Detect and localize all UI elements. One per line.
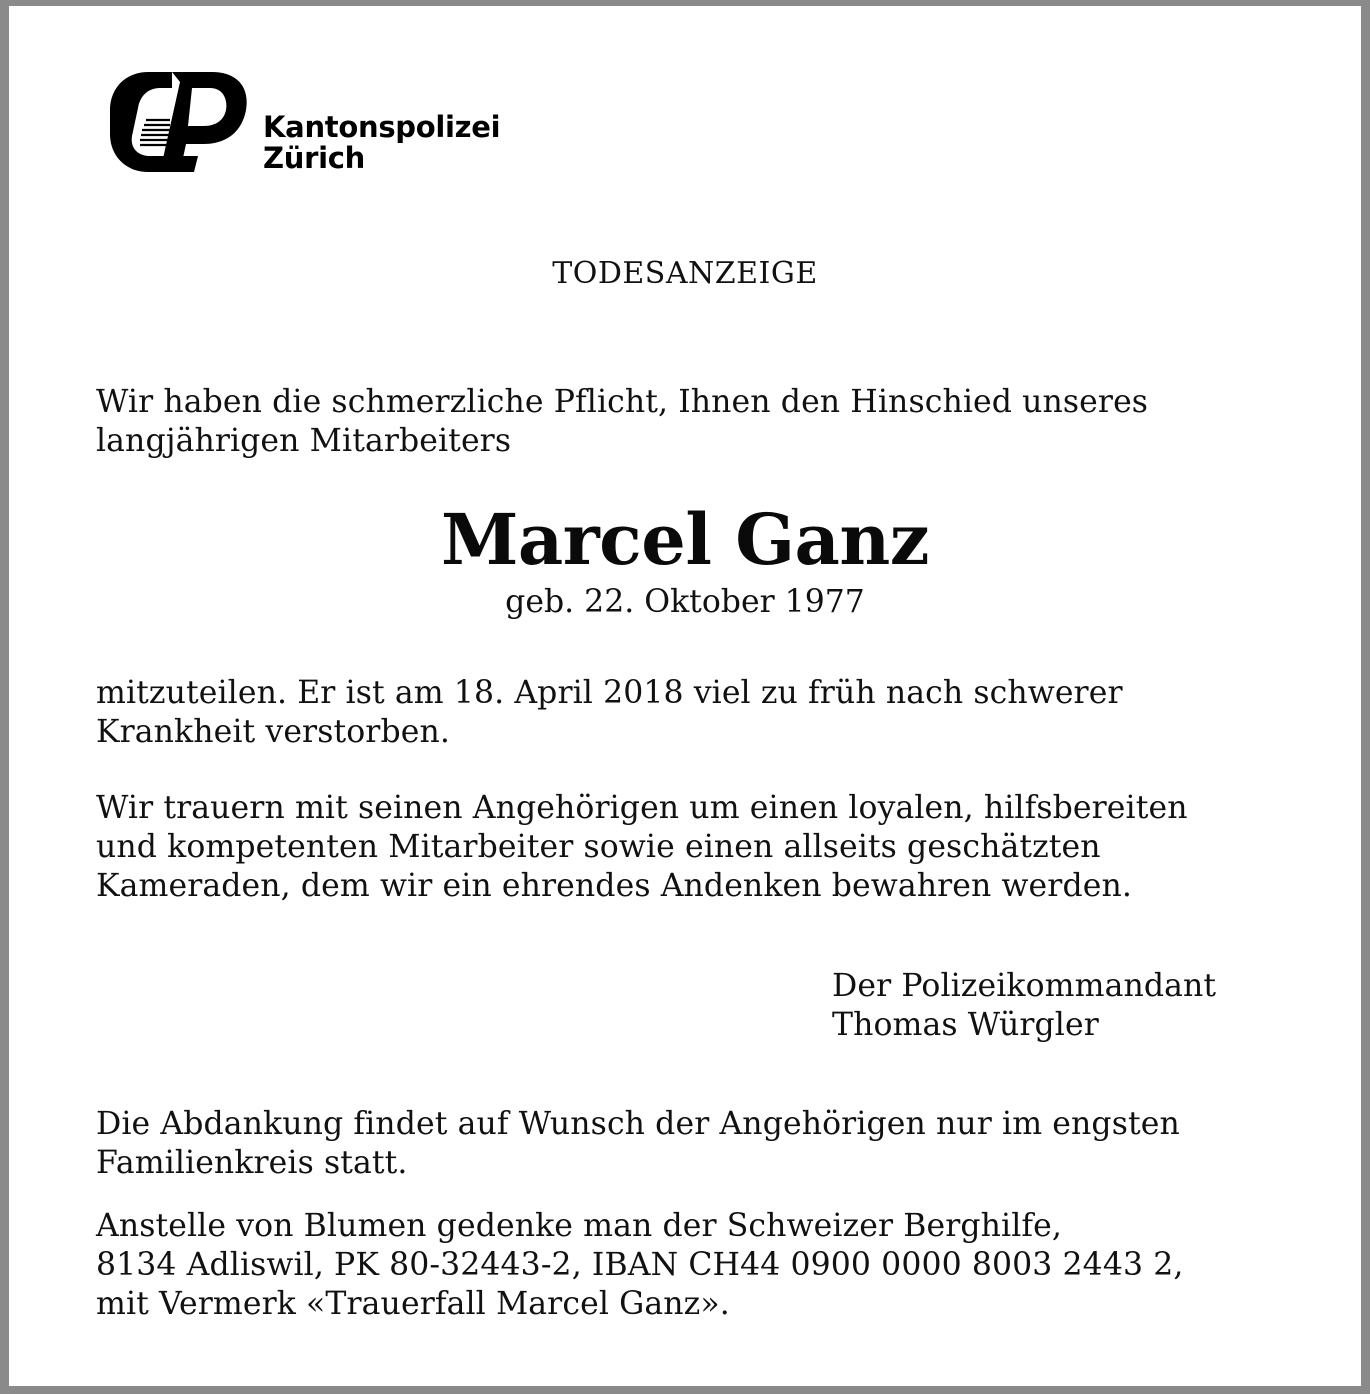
logo-line-2: Zürich [263,141,365,175]
mourning-line-2: und kompetenten Mitarbeiter sowie einen allseits geschätzten [96,829,1101,865]
birth-date: geb. 22. Oktober 1977 [505,584,865,620]
donation-line-1: Anstelle von Blumen gedenke man der Schweizer Berghilfe, [96,1208,1063,1244]
ceremony-line-2: Familienkreis statt. [96,1145,408,1181]
intro-paragraph [96,383,1148,461]
death-line-2: Krankheit verstorben. [96,714,450,750]
deceased-name: Marcel Ganz [440,498,930,581]
signature-block [832,967,1216,1045]
mourning-line-3: Kameraden, dem wir ein ehrendes Andenken bewahren werden. [96,868,1132,904]
kapo-emblem-icon [108,70,258,180]
donation-line-2: 8134 Adliswil, PK 80-32443-2, IBAN CH44 0900 0000 8003 2443 2, [96,1247,1184,1283]
logo-wordmark [263,112,500,174]
signature-name: Thomas Würgler [832,1007,1099,1043]
donation-paragraph [96,1207,1183,1324]
death-paragraph [96,674,1123,752]
mourning-paragraph [96,789,1188,906]
intro-line-1: Wir haben die schmerzliche Pflicht, Ihnen den Hinschied unseres [96,384,1149,420]
death-line-1: mitzuteilen. Er ist am 18. April 2018 viel zu früh nach schwerer [96,675,1123,711]
donation-line-3: mit Vermerk «Trauerfall Marcel Ganz». [96,1286,730,1322]
ceremony-line-1: Die Abdankung findet auf Wunsch der Angehörigen nur im engsten [96,1106,1180,1142]
mourning-line-1: Wir trauern mit seinen Angehörigen um einen loyalen, hilfsbereiten [96,790,1188,826]
ceremony-paragraph [96,1105,1180,1183]
intro-line-2: langjährigen Mitarbeiters [96,423,512,459]
police-logo [108,70,528,180]
notice-title: TODESANZEIGE [552,256,818,291]
logo-line-1: Kantonspolizei [263,110,501,144]
signature-role: Der Polizeikommandant [832,968,1217,1004]
